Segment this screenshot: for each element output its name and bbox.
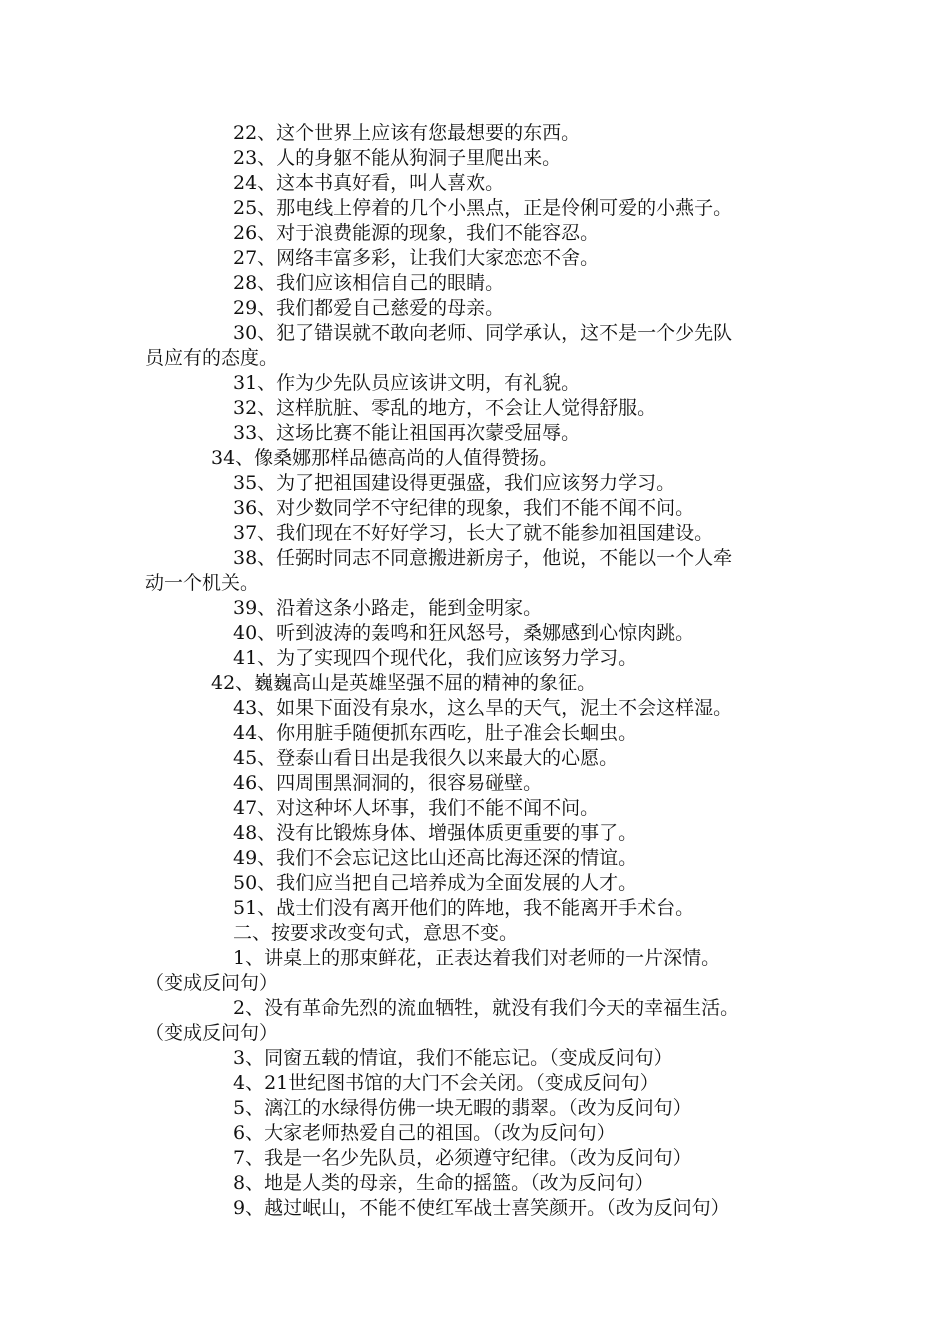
text-line: 27、网络丰富多彩，让我们大家恋恋不舍。	[233, 247, 600, 269]
text-line: 42、巍巍高山是英雄坚强不屈的精神的象征。	[211, 672, 597, 694]
text-line: 8、地是人类的母亲，生命的摇篮。（改为反问句）	[233, 1172, 654, 1194]
text-line: 45、登泰山看日出是我很久以来最大的心愿。	[233, 747, 619, 769]
text-line: 9、越过岷山，不能不使红军战士喜笑颜开。（改为反问句）	[233, 1197, 730, 1219]
text-line: 40、听到波涛的轰鸣和狂风怒号，桑娜感到心惊肉跳。	[233, 622, 695, 644]
text-line: 36、对少数同学不守纪律的现象，我们不能不闻不问。	[233, 497, 695, 519]
text-line: 35、为了把祖国建设得更强盛，我们应该努力学习。	[233, 472, 676, 494]
text-line: 49、我们不会忘记这比山还高比海还深的情谊。	[233, 847, 638, 869]
text-line: 26、对于浪费能源的现象，我们不能容忍。	[233, 222, 600, 244]
text-line: 2、没有革命先烈的流血牺牲，就没有我们今天的幸福生活。	[233, 997, 740, 1019]
text-line: 47、对这种坏人坏事，我们不能不闻不问。	[233, 797, 600, 819]
text-line: （变成反问句）	[145, 972, 279, 994]
text-line: 32、这样肮脏、零乱的地方，不会让人觉得舒服。	[233, 397, 657, 419]
text-line: 31、作为少先队员应该讲文明，有礼貌。	[233, 372, 581, 394]
text-line: 6、大家老师热爱自己的祖国。（改为反问句）	[233, 1122, 616, 1144]
text-line: 1、讲桌上的那束鲜花，正表达着我们对老师的一片深情。	[233, 947, 721, 969]
text-line: 46、四周围黑洞洞的，很容易碰壁。	[233, 772, 543, 794]
text-line: 41、为了实现四个现代化，我们应该努力学习。	[233, 647, 638, 669]
text-line: 3、同窗五载的情谊，我们不能忘记。（变成反问句）	[233, 1047, 673, 1069]
text-line: 动一个机关。	[145, 572, 260, 594]
text-line: 37、我们现在不好好学习，长大了就不能参加祖国建设。	[233, 522, 714, 544]
text-line: 48、没有比锻炼身体、增强体质更重要的事了。	[233, 822, 638, 844]
document-body	[145, 121, 815, 1221]
text-line: 24、这本书真好看，叫人喜欢。	[233, 172, 505, 194]
text-line: 38、任弼时同志不同意搬进新房子，他说，不能以一个人牵	[233, 547, 733, 569]
text-line: 7、我是一名少先队员，必须遵守纪律。（改为反问句）	[233, 1147, 692, 1169]
text-line: 44、你用脏手随便抓东西吃，肚子准会长蛔虫。	[233, 722, 638, 744]
text-line: 员应有的态度。	[145, 347, 279, 369]
text-line: 二、按要求改变句式，意思不变。	[233, 922, 519, 944]
text-line: 23、人的身躯不能从狗洞子里爬出来。	[233, 147, 562, 169]
text-line: 28、我们应该相信自己的眼睛。	[233, 272, 505, 294]
text-line: 30、犯了错误就不敢向老师、同学承认，这不是一个少先队	[233, 322, 733, 344]
text-line: 51、战士们没有离开他们的阵地，我不能离开手术台。	[233, 897, 695, 919]
text-line: 25、那电线上停着的几个小黑点，正是伶俐可爱的小燕子。	[233, 197, 733, 219]
text-line: 22、这个世界上应该有您最想要的东西。	[233, 122, 581, 144]
text-line: 29、我们都爱自己慈爱的母亲。	[233, 297, 505, 319]
text-line: 50、我们应当把自己培养成为全面发展的人才。	[233, 872, 638, 894]
text-line: 43、如果下面没有泉水，这么旱的天气，泥土不会这样湿。	[233, 697, 733, 719]
text-line: 39、沿着这条小路走，能到金明家。	[233, 597, 543, 619]
text-line: 34、像桑娜那样品德高尚的人值得赞扬。	[211, 447, 559, 469]
text-line: 5、漓江的水绿得仿佛一块无暇的翡翠。（改为反问句）	[233, 1097, 692, 1119]
text-line: （变成反问句）	[145, 1022, 279, 1044]
text-line: 4、21世纪图书馆的大门不会关闭。（变成反问句）	[233, 1072, 659, 1094]
text-line: 33、这场比赛不能让祖国再次蒙受屈辱。	[233, 422, 581, 444]
